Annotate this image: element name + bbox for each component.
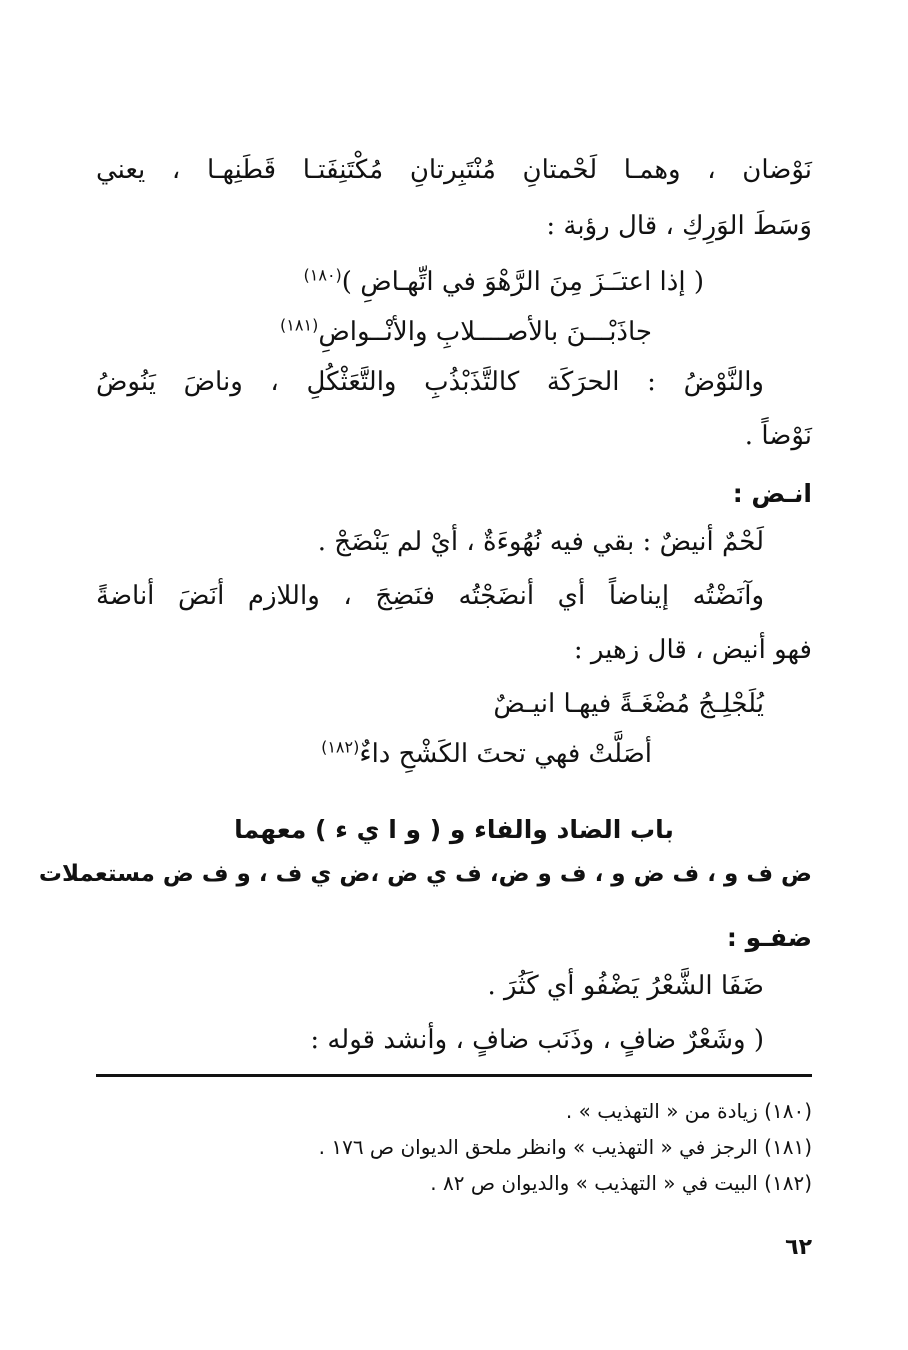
section1-line-2: وآنَضْتُه إيناضاً أي أنضَجْتُه فنَضِجَ ، واللازم أنَضَ أناضةً — [96, 581, 764, 611]
book-page — [38, 150, 812, 1290]
section1-line-3: فهو أنيض ، قال زهير : — [573, 635, 812, 665]
body-line-6: نَوْضاً . — [744, 421, 812, 451]
footnote-divider — [96, 1074, 812, 1077]
body-line-1: نَوْضان ، وهمـا لَحْمتانِ مُنْتَبِرتانِ مُكْتَنِفَتـا قَطَنِهـا ، يعني — [96, 155, 812, 185]
verse-text-4: أصَلَّتْ فهي تحتَ الكَشْحِ داءٌ — [359, 739, 652, 769]
chapter-heading: باب الضاد والفاء و ( و ا ي ء ) معهما — [234, 815, 674, 844]
body-line-2: وَسَطَ الوَرِكِ ، قال رؤبة : — [546, 211, 812, 241]
section2-line-1: ضَفَا الشَّعْرُ يَضْفُو أي كَثُرَ . — [487, 971, 764, 1001]
footnote-182: (١٨٢) البيت في « التهذيب » والديوان ص ٨٢ . — [430, 1171, 812, 1195]
footnote-181: (١٨١) الرجز في « التهذيب » وانظر ملحق الديوان ص ١٧٦ . — [318, 1135, 812, 1159]
verse-line-2 — [96, 312, 652, 352]
verse-ref-3: (١٨٢) — [321, 737, 360, 757]
verse-text-1: ( إذا اعتـَـزَ مِنَ الرَّهْوَ في اتِّهـاضِ ) — [341, 267, 704, 297]
verse-ref-2: (١٨١) — [280, 315, 319, 335]
page-number: ٦٢ — [785, 1235, 812, 1260]
verse-text-2: جاذَبْـــنَ بالأصــــلابِ والأنْــواضِ — [318, 317, 652, 347]
verse-line-4 — [96, 734, 652, 774]
verse-line-3: يُلَجْلِـجُ مُضْغَـةً فيهـا انيـضٌ — [493, 689, 764, 719]
section-heading-dafw: ضفـو : — [726, 923, 812, 952]
body-line-5: والنَّوْضُ : الحرَكَة كالتَّذَبْذُبِ والتَّعَثْكُلِ ، وناضَ يَنُوضُ — [96, 367, 764, 397]
verse-line-1 — [96, 262, 704, 302]
footnote-180: (١٨٠) زيادة من « التهذيب » . — [565, 1099, 812, 1123]
chapter-subheading: ض ف و ، ف ض و ، ف و ض، ف ي ض ،ض ي ف ، و ف ض مستعملات — [38, 861, 812, 887]
section2-line-2: ( وشَعْرٌ ضافٍ ، وذَنَب ضافٍ ، وأنشد قوله : — [310, 1025, 764, 1055]
section1-line-1: لَحْمٌ أنيضٌ : بقي فيه نُهُوءَةٌ ، أيْ لم يَنْضَجْ . — [317, 527, 764, 557]
section-heading-anad: انـض : — [732, 479, 812, 508]
verse-ref-1: (١٨٠) — [303, 265, 342, 285]
